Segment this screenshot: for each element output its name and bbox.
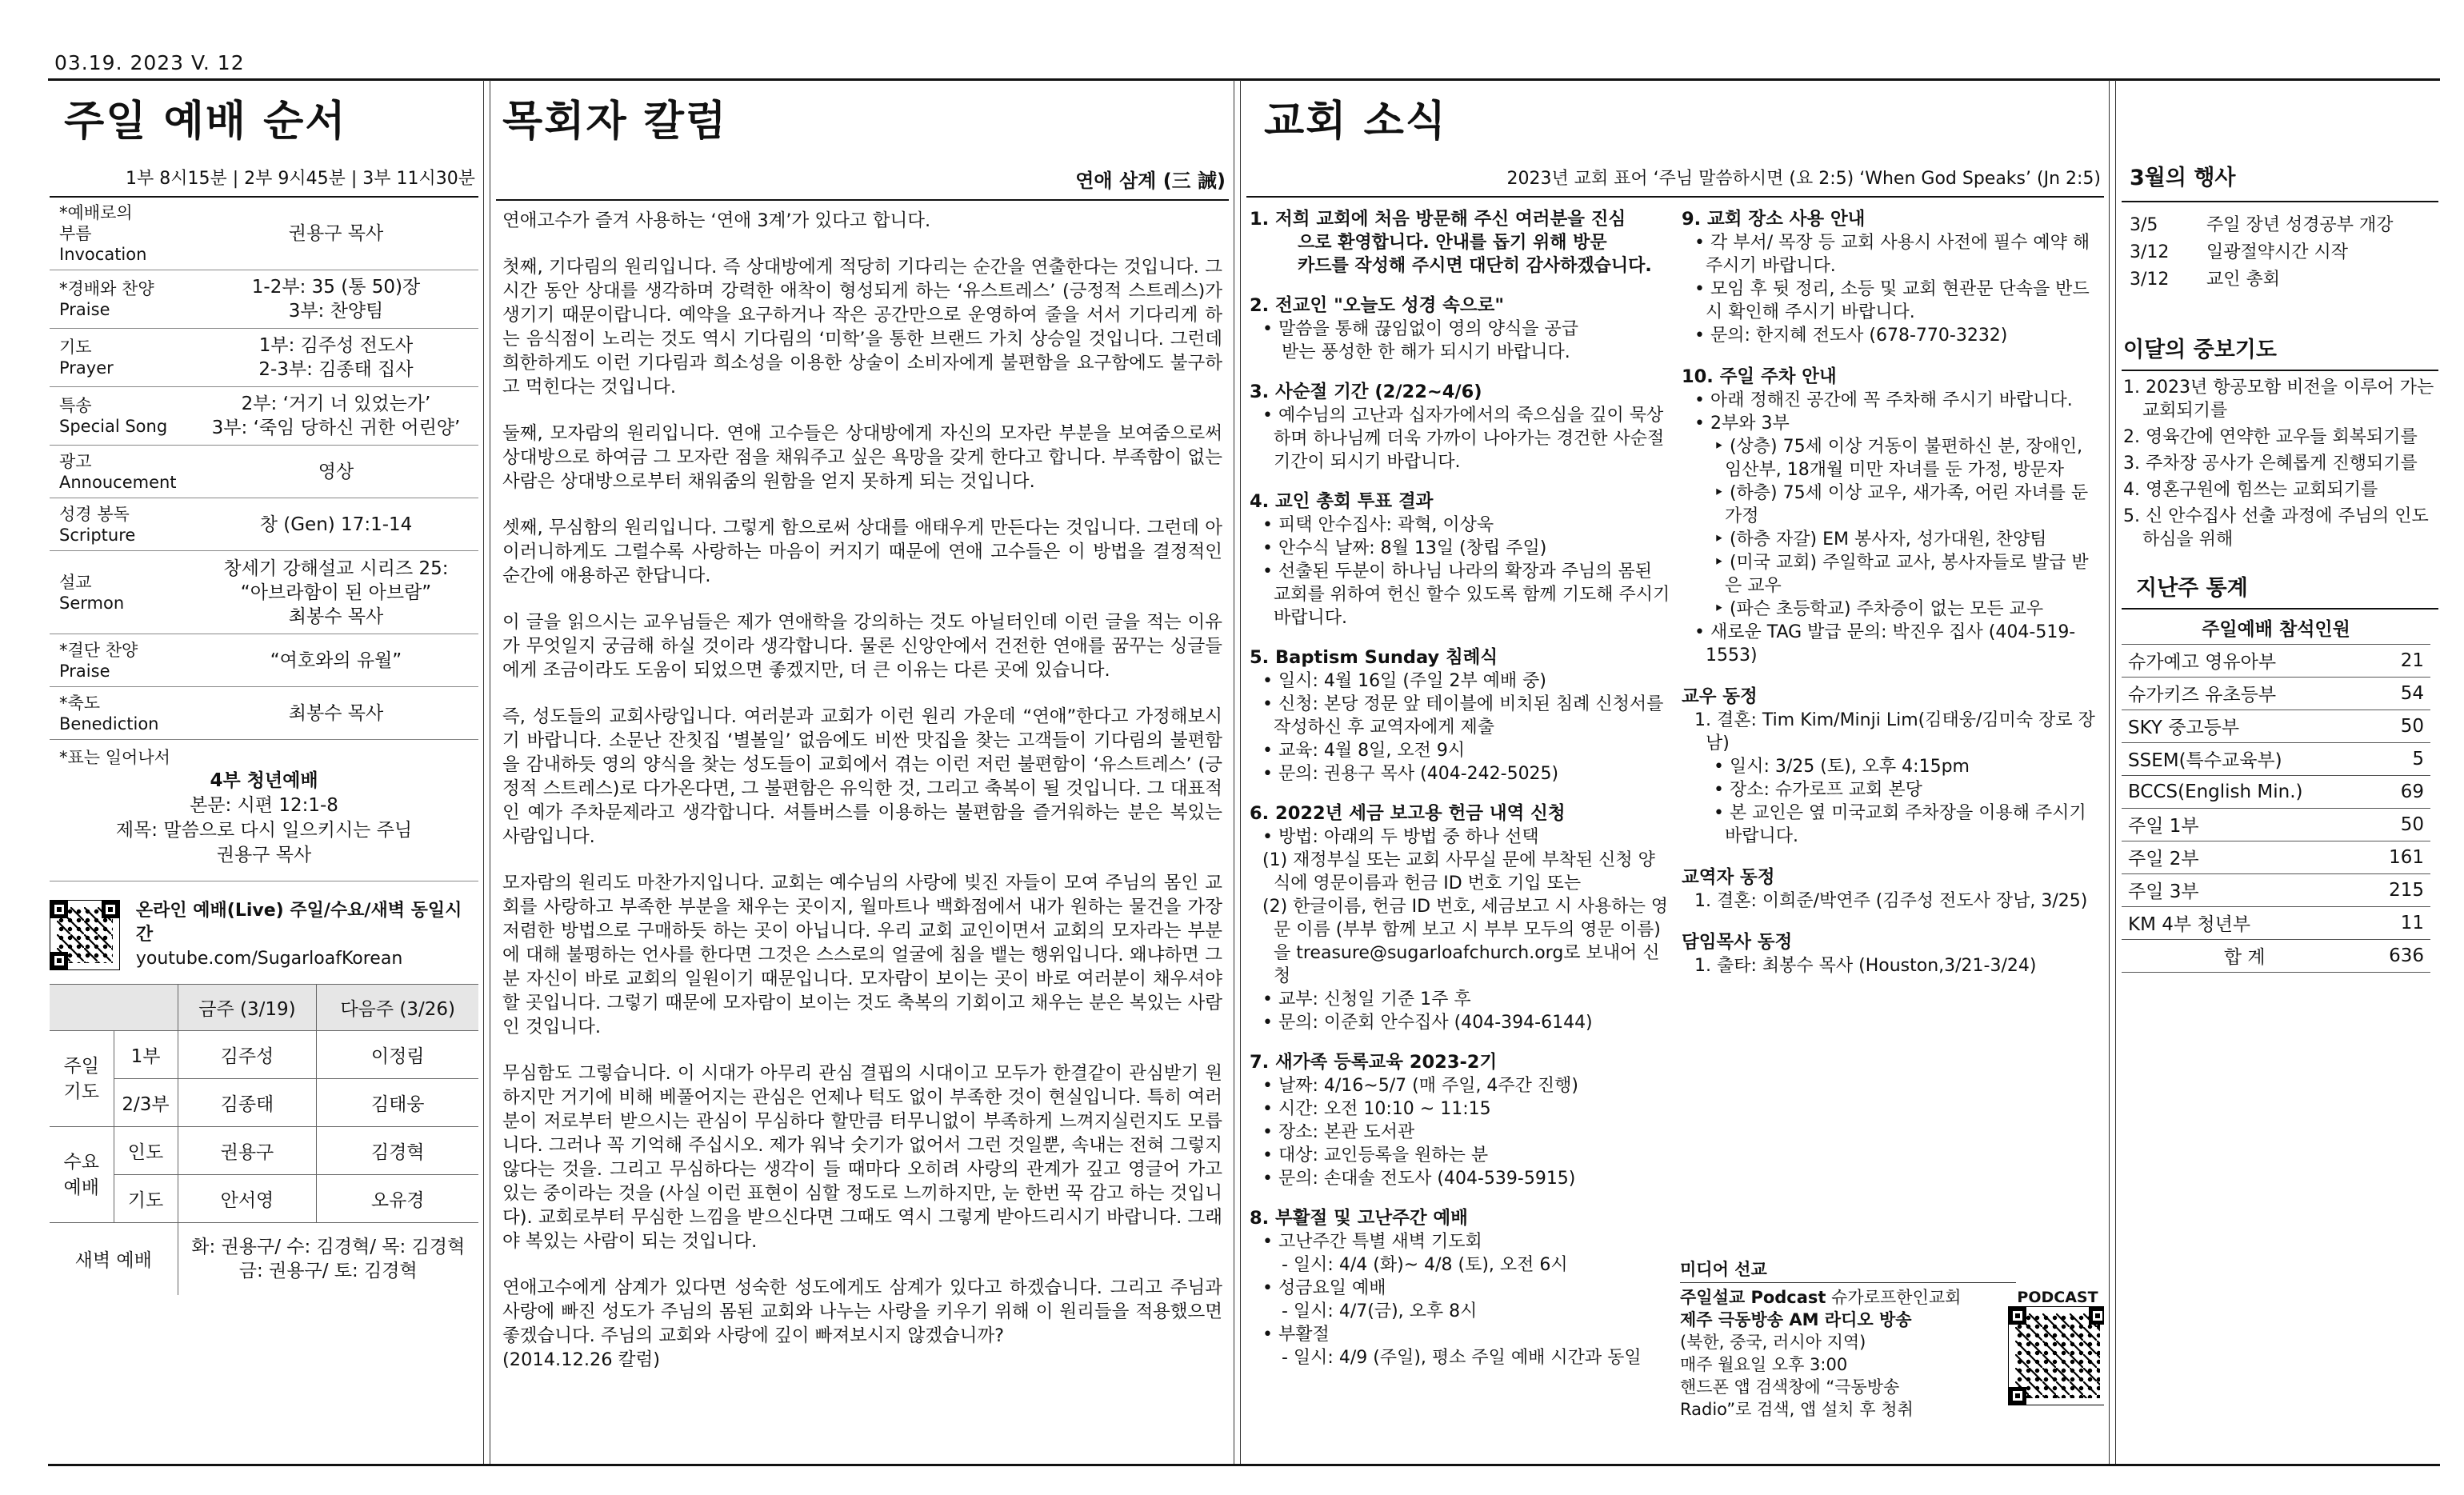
stats-total: 636 bbox=[2367, 939, 2430, 972]
worship-order-list bbox=[50, 198, 478, 740]
news-title: 교회 소식 bbox=[1264, 98, 1448, 146]
service-value: 1부: 김주성 전도사 2-3부: 김종태 집사 bbox=[258, 335, 414, 380]
media-podcast: 주일설교 Podcast bbox=[1680, 1288, 1826, 1307]
news-item: • 장소: 본관 도서관 bbox=[1262, 1122, 1415, 1142]
duty-corner bbox=[50, 985, 178, 1031]
media-region: (북한, 중국, 러시아 지역) bbox=[1680, 1333, 1866, 1352]
service-value: 2부: ‘거기 너 있었는가’ 3부: ‘죽임 당하신 귀한 어린양’ bbox=[211, 394, 461, 438]
news-item: • 교육: 4월 8일, 오전 9시 bbox=[1262, 741, 1466, 761]
media-title: 미디어 선교 bbox=[1680, 1257, 2016, 1283]
duty-group-wed: 수요 예배 bbox=[50, 1127, 114, 1223]
duty-table bbox=[50, 984, 478, 1295]
news-item: • 고난주간 특별 새벽 기도회 bbox=[1262, 1232, 1482, 1252]
stats-value: 54 bbox=[2367, 677, 2430, 710]
duty-this: 안서영 bbox=[178, 1175, 317, 1223]
side-column bbox=[2122, 83, 2438, 1461]
service-label: *결단 찬양 Praise bbox=[59, 640, 138, 681]
stats-value: 5 bbox=[2367, 742, 2430, 775]
news-heading: 교우 동정 bbox=[1682, 686, 1758, 707]
service-row bbox=[50, 634, 478, 687]
stats-title: 지난주 통계 bbox=[2122, 554, 2438, 610]
news-item: 1. 결혼: 이희준/박연주 (김주성 전도사 장남, 3/25) bbox=[1694, 891, 2088, 911]
news-heading: 3. 사순절 기간 (2/22~4/6) bbox=[1250, 382, 1482, 402]
news-heading: 4. 교인 총회 투표 결과 bbox=[1250, 491, 1434, 512]
column-divider bbox=[1240, 80, 1241, 1464]
news-item: • 문의: 이준회 안수집사 (404-394-6144) bbox=[1262, 1013, 1593, 1033]
news-item: • 교부: 신청일 기준 1주 후 bbox=[1262, 989, 1471, 1009]
column-divider bbox=[2115, 80, 2116, 1464]
column-subtitle: 연애 삼계 (三 誡) bbox=[496, 160, 1229, 201]
duty-sub: 1부 bbox=[114, 1031, 178, 1079]
youth-title: 4부 청년예배 bbox=[210, 770, 318, 791]
news-item: • 예수님의 고난과 십자가에서의 죽으심을 깊이 묵상하며 하나님께 더욱 가까이 나아가는 경건한 사순절 기간이 되시기 바랍니다. bbox=[1262, 406, 1665, 472]
service-label: *예배로의 부름 Invocation bbox=[59, 203, 147, 264]
date-version: 03.19. 2023 V. 12 bbox=[54, 51, 245, 74]
service-label: *축도 Benediction bbox=[59, 693, 159, 734]
column-paragraph: 셋째, 무심함의 원리입니다. 그렇게 함으로써 상대를 애태우게 만든다는 것입니다. 그런데 아이러니하게도 그럴수록 사랑하는 마음이 커지기 때문에 연애 고수들은 이 방법을 결정적인 순간에 애용하곤 한답니다. bbox=[502, 518, 1222, 586]
duty-next: 이정림 bbox=[317, 1031, 478, 1079]
media-mission bbox=[1680, 1257, 2096, 1421]
service-row bbox=[50, 446, 478, 498]
news-heading: 5. Baptism Sunday 침례식 bbox=[1250, 647, 1498, 668]
stats-label: 주일 2부 bbox=[2122, 841, 2367, 873]
event-row bbox=[2130, 266, 2438, 294]
news-item: - 일시: 4/9 (주일), 평소 주일 예배 시간과 동일 bbox=[1282, 1348, 1642, 1368]
news-left bbox=[1246, 201, 1678, 1449]
stats-label: 슈가키즈 유초등부 bbox=[2122, 677, 2367, 710]
stats-table bbox=[2122, 611, 2430, 973]
duty-this: 권용구 bbox=[178, 1127, 317, 1175]
news-item: • 아래 정해진 공간에 꼭 주차해 주시기 바랍니다. bbox=[1694, 390, 2073, 410]
event-date: 3/12 bbox=[2130, 270, 2170, 290]
stand-note: *표는 일어나서 bbox=[59, 748, 170, 767]
service-label: 특송 Special Song bbox=[59, 396, 168, 436]
stats-total-label: 합 계 bbox=[2122, 939, 2367, 972]
news-item: • 문의: 손대솔 전도사 (404-539-5915) bbox=[1262, 1169, 1576, 1189]
service-label: 기도 Prayer bbox=[59, 338, 114, 378]
service-value: 창 (Gen) 17:1-14 bbox=[259, 514, 413, 535]
column-divider bbox=[483, 80, 484, 1464]
column-paragraph: 첫째, 기다림의 원리입니다. 즉 상대방에게 적당히 기다리는 순간을 연출한다는 것입니다. 그 시간 동안 상대를 생각하며 강력한 애착이 형성되게 하는 ‘유스트레스’ (긍정적 스트레스)가 생기기 때문이랍니다. 예약을 요구하거나 작은 공간만으로 운영하여 줄을 서서 기다리게 하는 음식점이 노리는 것도 역시 기다림의 ‘미학’을 통한 브랜드 가치 상승일 것입니다. 그런데 희한하게도 이런 기다림과 희소성을 이용한 상술이 소비자에게 불편함을 요구함에도 불구하고 먹힌다는 것입니다. bbox=[502, 257, 1222, 398]
column-paragraph: 연애고수가 즐겨 사용하는 ‘연애 3계’가 있다고 합니다. bbox=[502, 210, 931, 231]
column-title: 목회자 칼럼 bbox=[502, 98, 728, 146]
news-item: • 신청: 본당 정문 앞 테이블에 비치된 침례 신청서를 작성하신 후 교역자에게 제출 bbox=[1262, 694, 1664, 738]
news-item: 1. 출타: 최봉수 목사 (Houston,3/21-3/24) bbox=[1694, 956, 2037, 976]
duty-next: 김경혁 bbox=[317, 1127, 478, 1175]
stats-value: 215 bbox=[2367, 873, 2430, 906]
news-item: - 일시: 4/7(금), 오후 8시 bbox=[1282, 1301, 1478, 1321]
service-row bbox=[50, 498, 478, 551]
media-radio: 제주 극동방송 AM 라디오 방송 bbox=[1680, 1310, 1912, 1329]
stats-value: 11 bbox=[2367, 906, 2430, 939]
stats-value: 21 bbox=[2367, 644, 2430, 677]
worship-order-column bbox=[50, 83, 478, 1461]
pastor-column bbox=[496, 83, 1229, 1461]
media-time: 매주 월요일 오후 3:00 bbox=[1680, 1355, 1848, 1374]
service-row bbox=[50, 387, 478, 446]
news-item: • 모임 후 뒷 정리, 소등 및 교회 현관문 단속을 반드시 확인해 주시기 바랍니다. bbox=[1694, 279, 2090, 322]
service-row bbox=[50, 329, 478, 387]
news-item: • 새로운 TAG 발급 문의: 박진우 집사 (404-519-1553) bbox=[1694, 622, 2076, 666]
church-news-column bbox=[1246, 83, 2104, 1461]
duty-next: 김태웅 bbox=[317, 1079, 478, 1127]
stats-row bbox=[2122, 808, 2430, 841]
news-item: • 문의: 권용구 목사 (404-242-5025) bbox=[1262, 764, 1559, 784]
stats-label: KM 4부 청년부 bbox=[2122, 906, 2367, 939]
stats-value: 69 bbox=[2367, 775, 2430, 808]
news-item: • 피택 안수집사: 곽혁, 이상욱 bbox=[1262, 515, 1494, 535]
service-value: 권용구 목사 bbox=[288, 223, 384, 244]
news-item: ‣ (상층) 75세 이상 거동이 불편하신 분, 장애인, 임산부, 18개월 미만 자녀를 둔 가정, 방문자 bbox=[1714, 437, 2083, 480]
news-item: • 안수식 날짜: 8월 13일 (창립 주일) bbox=[1262, 538, 1547, 558]
news-item: • 대상: 교인등록을 원하는 분 bbox=[1262, 1145, 1489, 1165]
news-item: • 2부와 3부 bbox=[1694, 414, 1790, 434]
youth-text: 본문: 시편 12:1-8 bbox=[190, 795, 338, 816]
stats-value: 50 bbox=[2367, 808, 2430, 841]
news-item: (1) 재정부실 또는 교회 사무실 문에 부착된 신청 양식에 영문이름과 헌금 ID 번호 기입 또는 bbox=[1262, 850, 1655, 893]
events-list bbox=[2122, 202, 2438, 294]
news-centered-line: 으로 환영합니다. 안내를 돕기 위해 방문 bbox=[1298, 233, 1607, 253]
news-item: 받는 풍성한 한 해가 되시기 바랍니다. bbox=[1282, 342, 1570, 362]
news-heading: 1. 저희 교회에 처음 방문해 주신 여러분을 진심 bbox=[1250, 209, 1626, 230]
column-paragraph: 연애고수에게 삼계가 있다면 성숙한 성도에게도 삼계가 있다고 하겠습니다. 그리고 주님과 사랑에 빠진 성도가 주님의 몸된 교회와 나누는 사랑을 키우기 위해 이 원리들을 적용했으면 좋겠습니다. 주님의 교회와 사랑에 깊이 빠져보시지 않겠습니까? (2014.12.26 칼럼) bbox=[502, 1277, 1222, 1370]
stats-label: BCCS(English Min.) bbox=[2122, 775, 2367, 808]
worship-times: 1부 8시15분 | 2부 9시45분 | 3부 11시30분 bbox=[50, 160, 478, 198]
stats-row bbox=[2122, 644, 2430, 677]
news-heading: 6. 2022년 세금 보고용 헌금 내역 신청 bbox=[1250, 803, 1566, 824]
dawn-line-1: 화: 권용구/ 수: 김경혁/ 목: 김경혁 bbox=[191, 1236, 466, 1257]
news-heading: 2. 전교인 "오늘도 성경 속으로" bbox=[1250, 295, 1505, 316]
youtube-link[interactable]: youtube.com/SugarloafKorean bbox=[135, 949, 403, 969]
stats-row bbox=[2122, 873, 2430, 906]
news-item: • 문의: 한지혜 전도사 (678-770-3232) bbox=[1694, 326, 2008, 346]
duty-this: 김주성 bbox=[178, 1031, 317, 1079]
event-text: 교인 총회 bbox=[2206, 270, 2281, 290]
service-row bbox=[50, 270, 478, 329]
events-title: 3월의 행사 bbox=[2122, 160, 2438, 202]
news-heading: 7. 새가족 등록교육 2023-2기 bbox=[1250, 1052, 1498, 1073]
service-row bbox=[50, 687, 478, 740]
duty-sub: 기도 bbox=[114, 1175, 178, 1223]
news-item: • 부활절 bbox=[1262, 1325, 1330, 1345]
stats-value: 50 bbox=[2367, 710, 2430, 742]
news-item: - 일시: 4/4 (화)~ 4/8 (토), 오전 6시 bbox=[1282, 1255, 1568, 1275]
duty-col-next: 다음주 (3/26) bbox=[317, 985, 478, 1031]
stats-label: SSEM(특수교육부) bbox=[2122, 742, 2367, 775]
prayer-item: 1. 2023년 항공모함 비전을 이루어 가는 교회되기를 bbox=[2123, 378, 2434, 421]
news-item: ‣ (하층) 75세 이상 교우, 새가족, 어린 자녀를 둔 가정 bbox=[1714, 483, 2089, 526]
column-paragraph: 둘째, 모자람의 원리입니다. 연애 고수들은 상대방에게 자신의 모자란 부분을 보여줌으로써 상대방으로 하여금 그 모자란 점을 채워주고 싶은 욕망을 갖게 한다고 합니다. 부족함이 없는 사람은 상대방으로부터 채워줌의 원함을 얻지 못하게 되는 것입니다. bbox=[502, 423, 1222, 492]
podcast-qr-icon[interactable] bbox=[2008, 1306, 2104, 1405]
duty-next: 오유경 bbox=[317, 1175, 478, 1223]
event-date: 3/12 bbox=[2130, 242, 2170, 262]
column-divider bbox=[2109, 80, 2110, 1464]
service-label: 설교 Sermon bbox=[59, 572, 125, 613]
prayer-item: 5. 신 안수집사 선출 과정에 주님의 인도하심을 위해 bbox=[2123, 506, 2429, 550]
prayer-item: 3. 주차장 공사가 은혜롭게 진행되기를 bbox=[2123, 454, 2418, 474]
stats-label: SKY 중고등부 bbox=[2122, 710, 2367, 742]
stats-header: 주일예배 참석인원 bbox=[2122, 611, 2430, 644]
news-heading: 9. 교회 장소 사용 안내 bbox=[1682, 209, 1866, 230]
service-value: 창세기 강해설교 시리즈 25: “아브라함이 된 아브람” 최봉수 목사 bbox=[223, 558, 449, 627]
church-motto: 2023년 교회 표어 ‘주님 말씀하시면 (요 2:5) ‘When God Speaks’ (Jn 2:5) bbox=[1246, 160, 2104, 198]
news-heading: 교역자 동정 bbox=[1682, 867, 1775, 888]
stats-row bbox=[2122, 677, 2430, 710]
stats-label: 슈가예고 영유아부 bbox=[2122, 644, 2367, 677]
worship-title: 주일 예배 순서 bbox=[64, 98, 347, 146]
news-item: ‣ (미국 교회) 주일학교 교사, 봉사자들로 발급 받은 교우 bbox=[1714, 553, 2089, 596]
stats-row bbox=[2122, 710, 2430, 742]
news-right bbox=[1678, 201, 2104, 1449]
event-date: 3/5 bbox=[2130, 215, 2158, 235]
news-item: • 각 부서/ 목장 등 교회 사용시 사전에 필수 예약 해주시기 바랍니다. bbox=[1694, 233, 2090, 276]
service-row bbox=[50, 551, 478, 634]
stats-row bbox=[2122, 742, 2430, 775]
stats-value: 161 bbox=[2367, 841, 2430, 873]
column-body bbox=[496, 201, 1229, 1372]
news-item: (2) 한글이름, 헌금 ID 번호, 세금보고 시 사용하는 영문 이름 (부부 함께 보고 시 부부 모두의 영문 이름)을 treasure@sugarloafchurch.org로 보내어 신청 bbox=[1262, 897, 1669, 986]
media-app: 핸드폰 앱 검색창에 “극동방송 bbox=[1680, 1377, 1900, 1397]
youth-theme: 제목: 말씀으로 다시 일으키시는 주님 bbox=[115, 820, 413, 841]
news-heading: 8. 부활절 및 고난주간 예배 bbox=[1250, 1208, 1468, 1229]
stats-row bbox=[2122, 906, 2430, 939]
stats-label: 주일 3부 bbox=[2122, 873, 2367, 906]
duty-sub: 인도 bbox=[114, 1127, 178, 1175]
service-label: *경배와 찬양 Praise bbox=[59, 279, 154, 319]
news-item: • 일시: 4월 16일 (주일 2부 예배 중) bbox=[1262, 671, 1547, 691]
youth-pastor: 권용구 목사 bbox=[216, 845, 312, 865]
column-paragraph: 무심함도 그렇습니다. 이 시대가 아무리 관심 결핍의 시대이고 모두가 한결같이 관심받기 원하지만 거기에 비해 베풀어지는 관심은 언제나 턱도 없이 부족한 것이 현실입니다. 특히 여러분이 저로부터 받으시는 관심이 무심하다 할만큼 터무니없이 부족하게 느껴지실런지도 모릅니다. 그러나 꼭 기억해 주십시오. 제가 워낙 숫기가 없어서 그런 것일뿐, 속내는 전혀 그렇지 않다는 것을. 그리고 무심하다는 생각이 들 때마다 오히려 사랑의 관계가 깊고 영글어 가고 있는 중이라는 것을 (사실 이런 표현이 심할 정도로 느끼하지만, 눈 한번 꾹 감고 하는 것입니다). 교회로부터 무심한 느낌을 받으신다면 그때도 역시 그렇게 받아드리시기 바랍니다. 그래야 복있는 사람이 되는 것입니다. bbox=[502, 1063, 1222, 1252]
stats-label: 주일 1부 bbox=[2122, 808, 2367, 841]
event-text: 주일 장년 성경공부 개강 bbox=[2206, 215, 2394, 235]
news-item: 1. 결혼: Tim Kim/Minji Lim(김태웅/김미숙 장로 장남) bbox=[1694, 710, 2095, 753]
event-text: 일광절약시간 시작 bbox=[2206, 242, 2349, 262]
news-heading: 담임목사 동정 bbox=[1682, 932, 1793, 953]
news-centered-line: 카드를 작성해 주시면 대단히 감사하겠습니다. bbox=[1298, 256, 1652, 276]
news-item: • 일시: 3/25 (토), 오후 4:15pm bbox=[1714, 757, 1970, 777]
prayer-list bbox=[2122, 371, 2438, 551]
event-row bbox=[2130, 239, 2438, 266]
service-value: 최봉수 목사 bbox=[288, 702, 384, 724]
stats-row bbox=[2122, 841, 2430, 873]
news-item: • 날짜: 4/16~5/7 (매 주일, 4주간 진행) bbox=[1262, 1076, 1579, 1096]
media-podcast-church: 슈가로프한인교회 bbox=[1826, 1288, 1962, 1307]
news-item: • 본 교인은 옆 미국교회 주차장을 이용해 주시기 바랍니다. bbox=[1714, 803, 2086, 846]
youth-service bbox=[50, 769, 478, 881]
duty-sub: 2/3부 bbox=[114, 1079, 178, 1127]
news-item: ‣ (파슨 초등학교) 주차증이 없는 모든 교우 bbox=[1714, 599, 2044, 619]
news-item: ‣ (하층 자갈) EM 봉사자, 성가대원, 찬양팀 bbox=[1714, 530, 2047, 550]
prayer-item: 2. 영육간에 연약한 교우들 회복되기를 bbox=[2123, 427, 2418, 447]
service-value: 영상 bbox=[318, 461, 354, 482]
duty-dawn-label: 새벽 예배 bbox=[50, 1223, 178, 1295]
news-item: • 시간: 오전 10:10 ~ 11:15 bbox=[1262, 1099, 1491, 1119]
duty-dawn-value bbox=[178, 1223, 478, 1295]
service-label: 성경 봉독 Scripture bbox=[59, 504, 136, 545]
news-item: • 장소: 슈가로프 교회 본당 bbox=[1714, 780, 1922, 800]
qr-code-icon[interactable] bbox=[50, 900, 120, 970]
service-value: “여호와의 유월” bbox=[270, 650, 402, 671]
prayer-item: 4. 영혼구원에 힘쓰는 교회되기를 bbox=[2123, 480, 2378, 500]
dawn-line-2: 금: 권용구/ 토: 김경혁 bbox=[238, 1260, 418, 1281]
news-item: • 성금요일 예배 bbox=[1262, 1278, 1386, 1298]
online-worship bbox=[50, 881, 478, 984]
media-app2: Radio”로 검색, 앱 설치 후 청취 bbox=[1680, 1400, 1914, 1419]
online-title: 온라인 예배(Live) 주일/수요/새벽 동일시간 bbox=[135, 901, 462, 945]
bottom-rule bbox=[48, 1464, 2440, 1466]
podcast-label: PODCAST bbox=[2017, 1289, 2098, 1306]
column-paragraph: 모자람의 원리도 마찬가지입니다. 교회는 예수님의 사랑에 빚진 자들이 모여 주님의 몸인 교회를 사랑하고 부족한 부분을 채우는 곳이지, 월마트나 백화점에서 내가 원하는 물건을 가장 저렴한 방법으로 구매하듯 하는 곳이 아닙니다. 우리 교회 교인이면서 교회의 모자라는 부분에 대해 불평하는 언사를 한다면 그것은 스스로의 얼굴에 침을 뱉는 행위입니다. 왜냐하면 그 분 자신이 바로 교회의 일원이기 때문입니다. 모자람이 보이는 곳이 바로 여러분이 채우셔야 할 곳입니다. 그렇기 때문에 모자람이 보이는 것도 축복의 기회이고 채우는 분은 복있는 사람인 것입니다. bbox=[502, 873, 1222, 1037]
stats-row bbox=[2122, 775, 2430, 808]
top-rule bbox=[48, 78, 2440, 81]
service-label: 광고 Annoucement bbox=[59, 451, 177, 492]
duty-this: 김종태 bbox=[178, 1079, 317, 1127]
service-row bbox=[50, 198, 478, 270]
column-paragraph: 이 글을 읽으시는 교우님들은 제가 연애학을 강의하는 것도 아닐터인데 이런 글을 적는 이유가 무엇일지 궁금해 하실 것이라 생각합니다. 물론 신앙안에서 건전한 연애를 꿈꾸는 싱글들에게 조금이라도 도움이 되었으면 좋겠지만, 더 큰 이유는 다른 곳에 있습니다. bbox=[502, 612, 1222, 681]
duty-col-this: 금주 (3/19) bbox=[178, 985, 317, 1031]
news-item: • 말씀을 통해 끊임없이 영의 양식을 공급 bbox=[1262, 319, 1578, 339]
column-paragraph: 즉, 성도들의 교회사랑입니다. 여러분과 교회가 이런 원리 가운데 “연애”한다고 가정해보시기 바랍니다. 소문난 잔칫집 ‘별볼일’ 없음에도 비싼 맛집을 찾는 고객들이 기다림의 불편함을 감내하듯 영의 양식을 찾는 성도들이 교회에서 겪는 이런 저런 불편함이 ‘유스트레스’ (긍정적 스트레스)로 다가온다면, 그 불편함은 유익한 것, 그리고 축복이 될 것입니다. 그 대표적인 예가 주차문제라고 생각합니다. 셔틀버스를 이용하는 불편함을 즐거워하는 분은 복있는 사람입니다. bbox=[502, 706, 1222, 847]
news-heading: 10. 주일 주차 안내 bbox=[1682, 366, 1837, 387]
duty-group-sunday: 주일 기도 bbox=[50, 1031, 114, 1127]
event-row bbox=[2130, 212, 2438, 239]
prayer-title: 이달의 중보기도 bbox=[2122, 294, 2438, 371]
service-value: 1-2부: 35 (통 50)장 3부: 찬양팀 bbox=[251, 277, 421, 322]
news-item: • 방법: 아래의 두 방법 중 하나 선택 bbox=[1262, 827, 1539, 847]
news-item: • 선출된 두분이 하나님 나라의 확장과 주님의 몸된 교회를 위하여 헌신 할수 있도록 함께 기도해 주시기 바랍니다. bbox=[1262, 562, 1670, 628]
